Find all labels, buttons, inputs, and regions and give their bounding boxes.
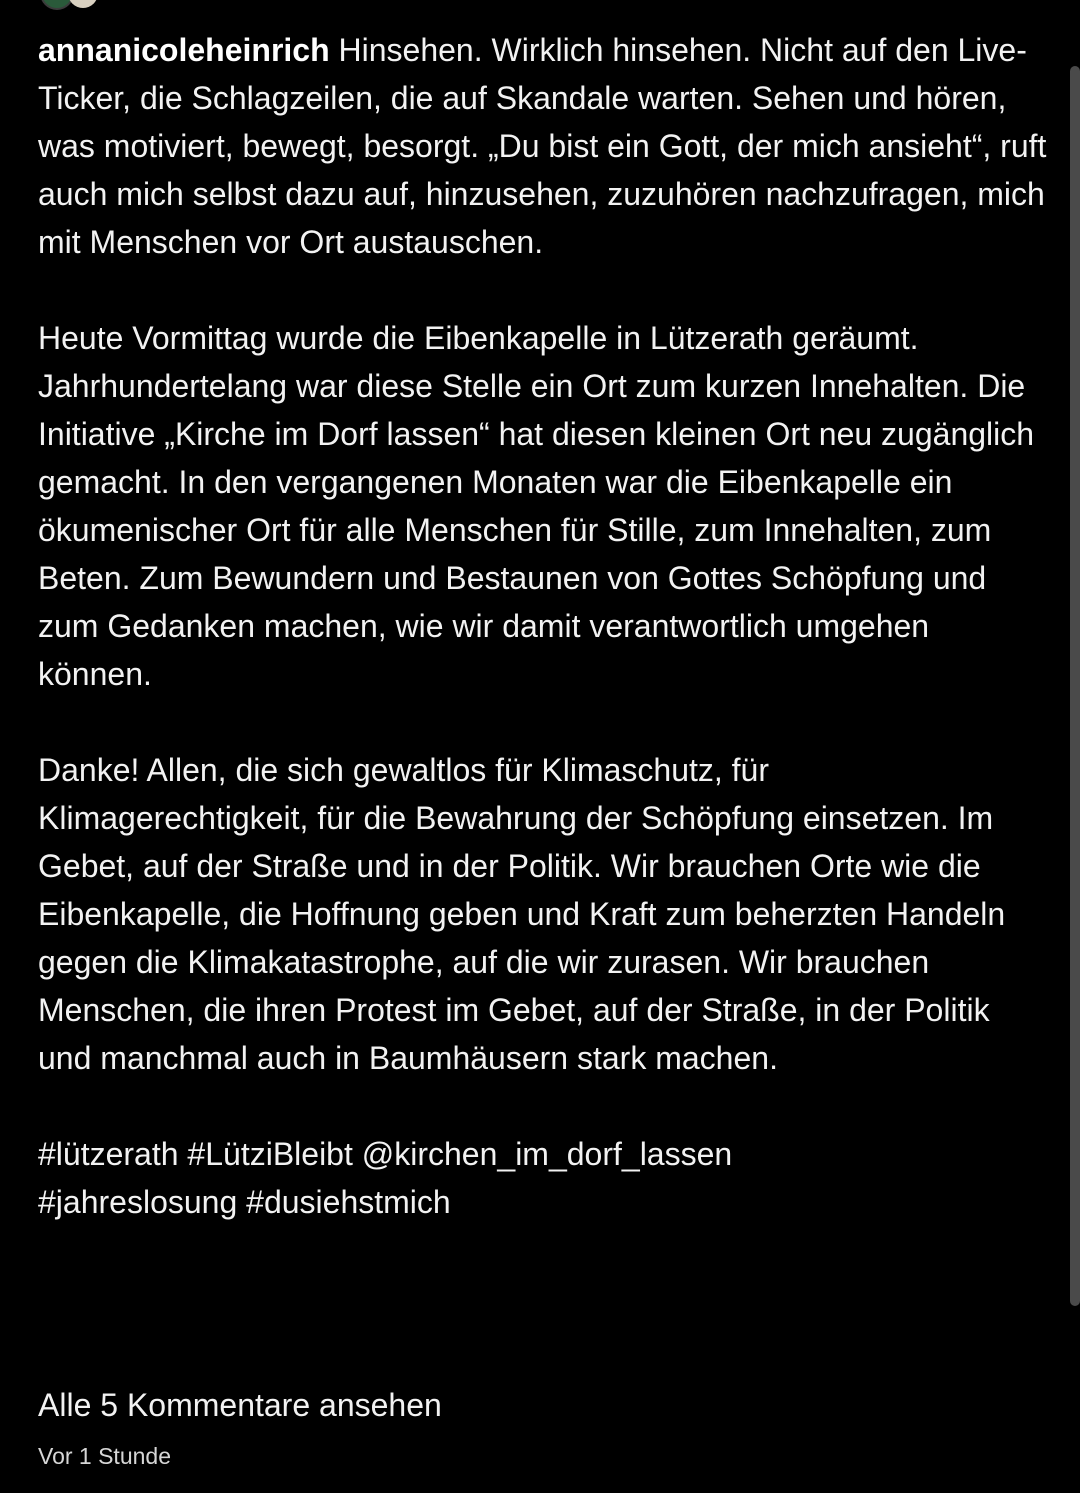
clipped-header — [40, 0, 914, 8]
username-link[interactable]: annanicoleheinrich — [38, 32, 330, 68]
caption-paragraph-1 — [38, 26, 1048, 266]
scrollbar[interactable] — [1070, 66, 1080, 1306]
post-caption — [38, 26, 1048, 1226]
avatar[interactable] — [40, 0, 74, 10]
hashtag-link[interactable]: #LütziBleibt — [187, 1136, 353, 1172]
hashtag-link[interactable]: #lützerath — [38, 1136, 179, 1172]
mention-link[interactable]: @kirchen_im_dorf_lassen — [361, 1136, 733, 1172]
caption-paragraph-3: Danke! Allen, die sich gewaltlos für Klimaschutz, für Klimagerechtigkeit, für die Bewahrung der Schöpfung einsetzen. Im Gebet, auf der Straße und in der Politik. Wir brauchen Orte wie die Eibenkapelle, die Hoffnung geben und Kraft zum beherzten Handeln gegen die Klimakatastrophe, auf die wir zurasen. Wir brauchen Menschen, die ihren Protest im Gebet, auf der Straße, in der Politik und manchmal auch in Baumhäusern stark machen. — [38, 752, 1006, 1076]
caption-paragraph-2: Heute Vormittag wurde die Eibenkapelle in Lützerath geräumt. Jahrhundertelang war diese Stelle ein Ort zum kurzen Innehalten. Die Initiative „Kirche im Dorf lassen“ hat diesen kleinen Ort neu zugänglich gemacht. In den vergangenen Monaten war die Eibenkapelle ein ökumenischer Ort für alle Menschen für Stille, zum Innehalten, zum Beten. Zum Bewundern und Bestaunen von Gottes Schöpfung und zum Gedanken machen, wie wir damit verantwortlich umgehen können. — [38, 320, 1035, 692]
caption-text: Hinsehen. Wirklich hinsehen. Nicht auf den Live-Ticker, die Schlagzeilen, die auf Skandale warten. Sehen und hören, was motiviert, bewegt, besorgt. „Du bist ein Gott, der mich ansieht“, ruft auch mich selbst dazu auf, hinzusehen, zuzuhören nachzufragen, mich mit Menschen vor Ort austauschen. — [38, 32, 1047, 260]
hashtag-link[interactable]: #jahreslosung — [38, 1184, 238, 1220]
caption-hashtags — [38, 1130, 1048, 1226]
avatar[interactable] — [68, 0, 98, 8]
hashtag-link[interactable]: #dusiehstmich — [246, 1184, 451, 1220]
view-comments-link[interactable]: Alle 5 Kommentare ansehen — [38, 1387, 442, 1423]
post-timestamp: Vor 1 Stunde — [38, 1443, 171, 1469]
